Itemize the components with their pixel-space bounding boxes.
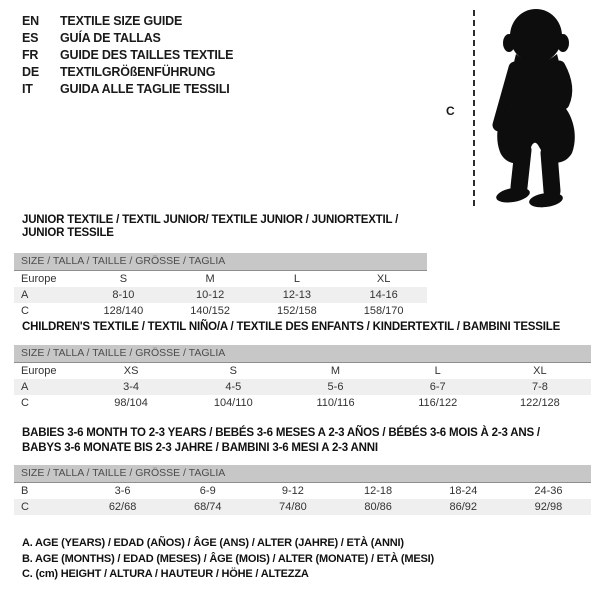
cell: 128/140	[103, 305, 144, 317]
cell: 116/122	[418, 397, 458, 409]
footnote-a: A. AGE (YEARS) / EDAD (AÑOS) / ÂGE (ANS) / ALTER (JAHRE) / ETÀ (ANNI)	[22, 537, 404, 549]
babies-textile-table	[14, 426, 591, 515]
cell: 92/98	[534, 501, 563, 513]
table-row	[14, 395, 591, 411]
cell: 18-24	[449, 485, 478, 497]
cell: 8-10	[112, 289, 135, 301]
lang-row-it	[22, 81, 233, 98]
row-label: C	[21, 305, 29, 317]
height-measure-line	[473, 10, 475, 206]
table-row	[14, 287, 427, 303]
cell: S	[229, 365, 237, 377]
cell: 104/110	[213, 397, 253, 409]
size-header-bar: SIZE / TALLA / TAILLE / GRÖSSE / TAGLIA	[14, 253, 427, 271]
cell: 74/80	[279, 501, 307, 513]
cell: 24-36	[534, 485, 563, 497]
table-row	[14, 363, 591, 379]
table-title: JUNIOR TEXTILE / TEXTIL JUNIOR/ TEXTILE JUNIOR / JUNIORTEXTIL / JUNIOR TESSILE	[22, 214, 399, 239]
cell: 110/116	[316, 397, 355, 409]
size-header-bar: SIZE / TALLA / TAILLE / GRÖSSE / TAGLIA	[14, 465, 591, 483]
cell: 122/128	[520, 397, 560, 409]
cell: 12-13	[282, 289, 311, 301]
lang-title: TEXTILE SIZE GUIDE	[60, 14, 183, 28]
footnote-b: B. AGE (MONTHS) / EDAD (MESES) / ÂGE (MOIS) / ALTER (MONATE) / ETÀ (MESI)	[22, 552, 434, 565]
lang-title: GUIDE DES TAILLES TEXTILE	[60, 48, 234, 62]
table-row	[14, 499, 591, 515]
figure-height-label: C	[446, 104, 455, 118]
lang-row-en	[22, 13, 233, 30]
row-label: A	[21, 289, 29, 301]
row-label: C	[21, 397, 29, 409]
lang-code: IT	[22, 82, 33, 96]
row-label: Europe	[21, 365, 57, 377]
language-title-list	[22, 13, 233, 98]
baby-figure	[440, 4, 600, 210]
table-row	[14, 483, 591, 499]
cell: L	[293, 273, 300, 285]
row-label: B	[21, 485, 29, 497]
cell: XL	[533, 365, 547, 377]
cell: 80/86	[364, 501, 392, 513]
table-row	[14, 303, 427, 319]
lang-title: GUIDA ALLE TAGLIE TESSILI	[60, 82, 230, 96]
cell: XL	[376, 273, 391, 285]
lang-code: FR	[22, 48, 39, 62]
footnote-c: C. (cm) HEIGHT / ALTURA / HAUTEUR / HÖHE / ALTEZZA	[22, 568, 309, 580]
table-title: CHILDREN'S TEXTILE / TEXTIL NIÑO/A / TEXTILE DES ENFANTS / KINDERTEXTIL / BAMBINI TESSILE	[22, 321, 561, 333]
cell: 62/68	[108, 501, 137, 513]
size-header-bar: SIZE / TALLA / TAILLE / GRÖSSE / TAGLIA	[14, 345, 591, 363]
table-title-wrap	[14, 426, 591, 456]
lang-row-fr	[22, 47, 233, 64]
lang-title: TEXTILGRÖßENFÜHRUNG	[60, 65, 216, 79]
junior-textile-table	[14, 214, 427, 319]
cell: 5-6	[327, 381, 344, 393]
cell: 3-6	[114, 485, 131, 497]
lang-row-de	[22, 64, 233, 81]
childrens-textile-table	[14, 321, 591, 411]
cell: L	[434, 365, 441, 377]
row-label: C	[21, 501, 29, 513]
table-title-line2: BABYS 3-6 MONATE BIS 2-3 JAHRE / BAMBINI 3-6 MESI A 2-3 ANNI	[22, 442, 378, 454]
cell: 152/158	[276, 305, 317, 317]
cell: M	[205, 273, 215, 285]
cell: 10-12	[196, 289, 225, 301]
row-label: A	[21, 381, 29, 393]
cell: 6-9	[199, 485, 216, 497]
cell: 3-4	[123, 381, 140, 393]
cell: S	[119, 273, 128, 285]
cell: 4-5	[225, 381, 242, 393]
lang-title: GUÍA DE TALLAS	[60, 31, 161, 45]
cell: 12-18	[364, 485, 393, 497]
lang-code: EN	[22, 14, 39, 28]
cell: M	[330, 365, 341, 377]
cell: XS	[123, 365, 139, 377]
cell: 86/92	[449, 501, 478, 513]
cell: 98/104	[114, 397, 148, 409]
footnotes	[22, 536, 434, 583]
table-title-line1: BABIES 3-6 MONTH TO 2-3 YEARS / BEBÉS 3-6 MESES A 2-3 AÑOS / BÉBÉS 3-6 MOIS À 2-3 ANS /	[22, 427, 540, 439]
cell: 68/74	[193, 501, 222, 513]
lang-code: ES	[22, 31, 39, 45]
lang-code: DE	[22, 65, 39, 79]
cell: 14-16	[369, 289, 398, 301]
baby-silhouette-icon	[486, 4, 594, 210]
cell: 140/152	[190, 305, 230, 317]
row-label: Europe	[21, 273, 57, 285]
cell: 7-8	[531, 381, 548, 393]
cell: 158/170	[363, 305, 404, 317]
lang-row-es	[22, 30, 233, 47]
table-row	[14, 271, 427, 287]
cell: 6-7	[429, 381, 446, 393]
cell: 9-12	[281, 485, 304, 497]
table-row	[14, 379, 591, 395]
